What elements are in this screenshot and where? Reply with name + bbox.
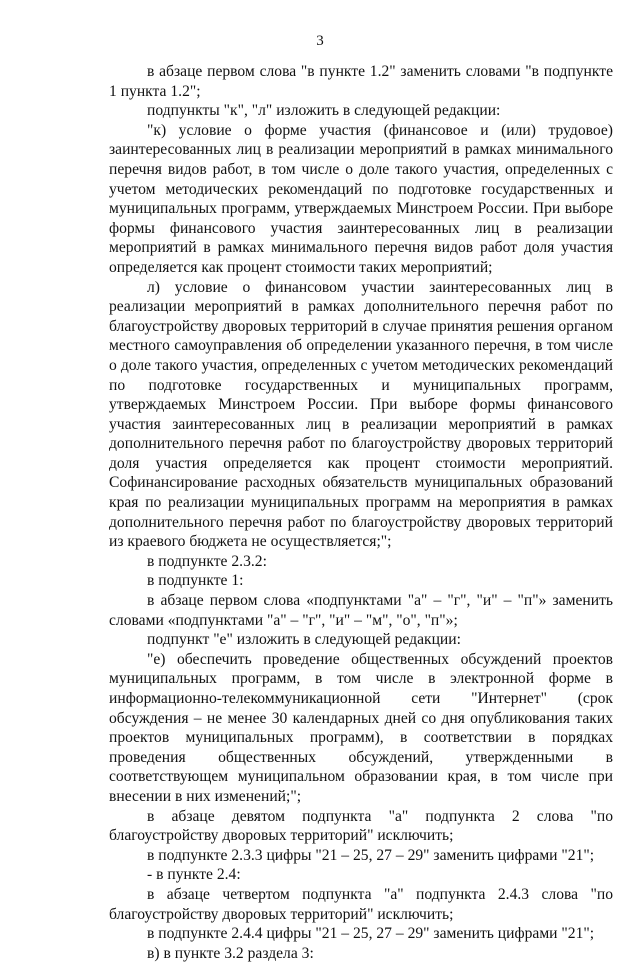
paragraph-15: в) в пункте 3.2 раздела 3: <box>147 944 314 962</box>
paragraph-3: "к) условие о форме участия (финансовое и (или) трудовое) заинтересованных лиц в реализации мероприятий в рамках минимального перечня видов работ, в том числе о доле такого участия, определенных с учетом методических рекомендаций по подготовке государственных и муниципальных программ, утверждаемых Минстроем России. При выборе формы финансового участия заинтересованных лиц в реализации мероприятий в рамках минимального перечня видов работ доля участия определяется как процент стоимости таких мероприятий; <box>109 121 613 276</box>
paragraph-1: в абзаце первом слова "в пункте 1.2" заменить словами "в подпункте 1 пункта 1.2"; <box>109 63 613 100</box>
document-body <box>109 62 613 963</box>
paragraph-7: в абзаце первом слова «подпунктами "а" – "г", "и" – "п"» заменить словами «подпунктами "а" – "г", "и" – "м", "о", "п"»; <box>109 592 613 629</box>
paragraph-5: в подпункте 2.3.2: <box>147 552 267 570</box>
paragraph-12: - в пункте 2.4: <box>147 866 241 884</box>
paragraph-14: в подпункте 2.4.4 цифры "21 – 25, 27 – 29" заменить цифрами "21"; <box>147 925 595 943</box>
paragraph-2: подпункты "к", "л" изложить в следующей редакции: <box>147 102 501 120</box>
paragraph-11: в подпункте 2.3.3 цифры "21 – 25, 27 – 29" заменить цифрами "21"; <box>147 846 595 864</box>
paragraph-6: в подпункте 1: <box>147 572 244 590</box>
paragraph-8: подпункт "е" изложить в следующей редакции: <box>147 631 461 649</box>
page-number: 3 <box>316 33 324 49</box>
paragraph-13: в абзаце четвертом подпункта "а" подпункта 2.4.3 слова "по благоустройству дворовых территорий" исключить; <box>109 885 613 923</box>
paragraph-4: л) условие о финансовом участии заинтересованных лиц в реализации мероприятий в рамках дополнительного перечня работ по благоустройству дворовых территорий в случае принятия решения органом местного самоуправления об определении указанного перечня, в том числе о доле такого участия, определенных с учетом методических рекомендаций по подготовке государственных и муниципальных программ, утверждаемых Минстроем России. При выборе формы финансового участия заинтересованных лиц в реализации мероприятий в рамках дополнительного перечня работ по благоустройству дворовых территорий доля участия определяется как процент стоимости мероприятий. Софинансирование расходных обязательств муниципальных образований края по реализации муниципальных программ на мероприятия в рамках дополнительного перечня работ по благоустройству дворовых территорий из краевого бюджета не осуществляется;"; <box>109 278 613 551</box>
paragraph-9: "е) обеспечить проведение общественных обсуждений проектов муниципальных программ, в том числе в электронной форме в информационно-телекоммуникационной сети "Интернет" (срок обсуждения – не менее 30 календарных дней со дня опубликования таких проектов муниципальных программ), в соответствии в порядках проведения общественных обсуждений, утвержденными в соответствующем муниципальном образовании края, в том числе при внесении в них изменений;"; <box>109 650 613 805</box>
paragraph-10: в абзаце девятом подпункта "а" подпункта 2 слова "по благоустройству дворовых территорий" исключить; <box>109 807 613 845</box>
